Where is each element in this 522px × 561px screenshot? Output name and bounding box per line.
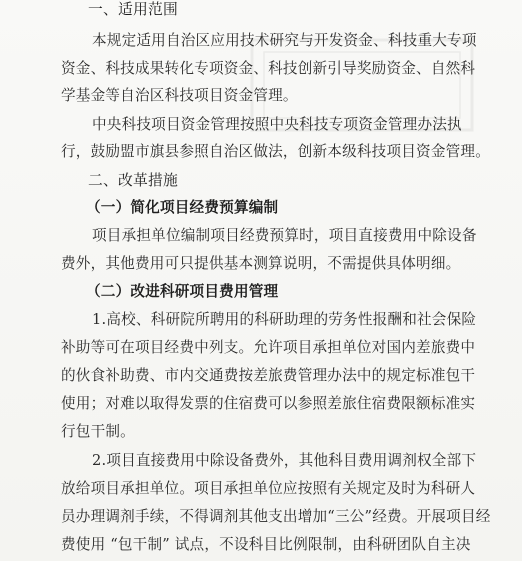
expense-item2-line3: 员办理调剂手续，不得调剂其他支出增加“三公”经费。开展项目经 — [61, 508, 491, 525]
expense-item1-line1: 1.高校、科研院所聘用的科研助理的劳务性报酬和社会保险 — [92, 311, 477, 328]
scope-para1-line1: 本规定适用自治区应用技术研究与开发资金、科技重大专项 — [92, 32, 477, 49]
scope-para2-line1: 中央科技项目资金管理按照中央科技专项资金管理办法执 — [92, 116, 462, 133]
section-heading-scope: 一、适用范围 — [88, 1, 178, 18]
budget-para-line2: 费外，其他费用可只提供基本测算说明，不需提供具体明细。 — [61, 255, 461, 272]
section-heading-reform: 二、改革措施 — [88, 172, 178, 189]
expense-item2-line2: 放给项目承担单位。项目承担单位应按照有关规定及时为科研人 — [61, 480, 476, 497]
subheading-budget: （一）简化项目经费预算编制 — [86, 199, 279, 216]
expense-item2-line1: 2.项目直接费用中除设备费外，其他科目费用调剂权全部下 — [92, 452, 477, 469]
scope-para1-line3: 学基金等自治区科技项目资金管理。 — [61, 87, 298, 104]
expense-item1-line3: 的伙食补助费、市内交通费按差旅费管理办法中的规定标准包干 — [61, 367, 476, 384]
scope-para2-line2: 行，鼓励盟市旗县参照自治区做法，创新本级科技项目资金管理。 — [61, 143, 491, 160]
expense-item1-line2: 补助等可在项目经费中列支。允许项目承担单位对国内差旅费中 — [61, 339, 476, 356]
subheading-expense: （二）改进科研项目费用管理 — [86, 283, 279, 300]
budget-para-line1: 项目承担单位编制项目经费预算时，项目直接费用中除设备 — [92, 227, 477, 244]
expense-item1-line5: 行包干制。 — [61, 423, 135, 440]
expense-item1-line4: 使用；对难以取得发票的住宿费可以参照差旅住宿费限额标准实 — [61, 395, 476, 412]
expense-item2-line4: 费使用 “包干制” 试点，不设科目比例限制，由科研团队自主决 — [61, 536, 471, 553]
scope-para1-line2: 资金、科技成果转化专项资金、科技创新引导奖励资金、自然科 — [61, 60, 476, 77]
